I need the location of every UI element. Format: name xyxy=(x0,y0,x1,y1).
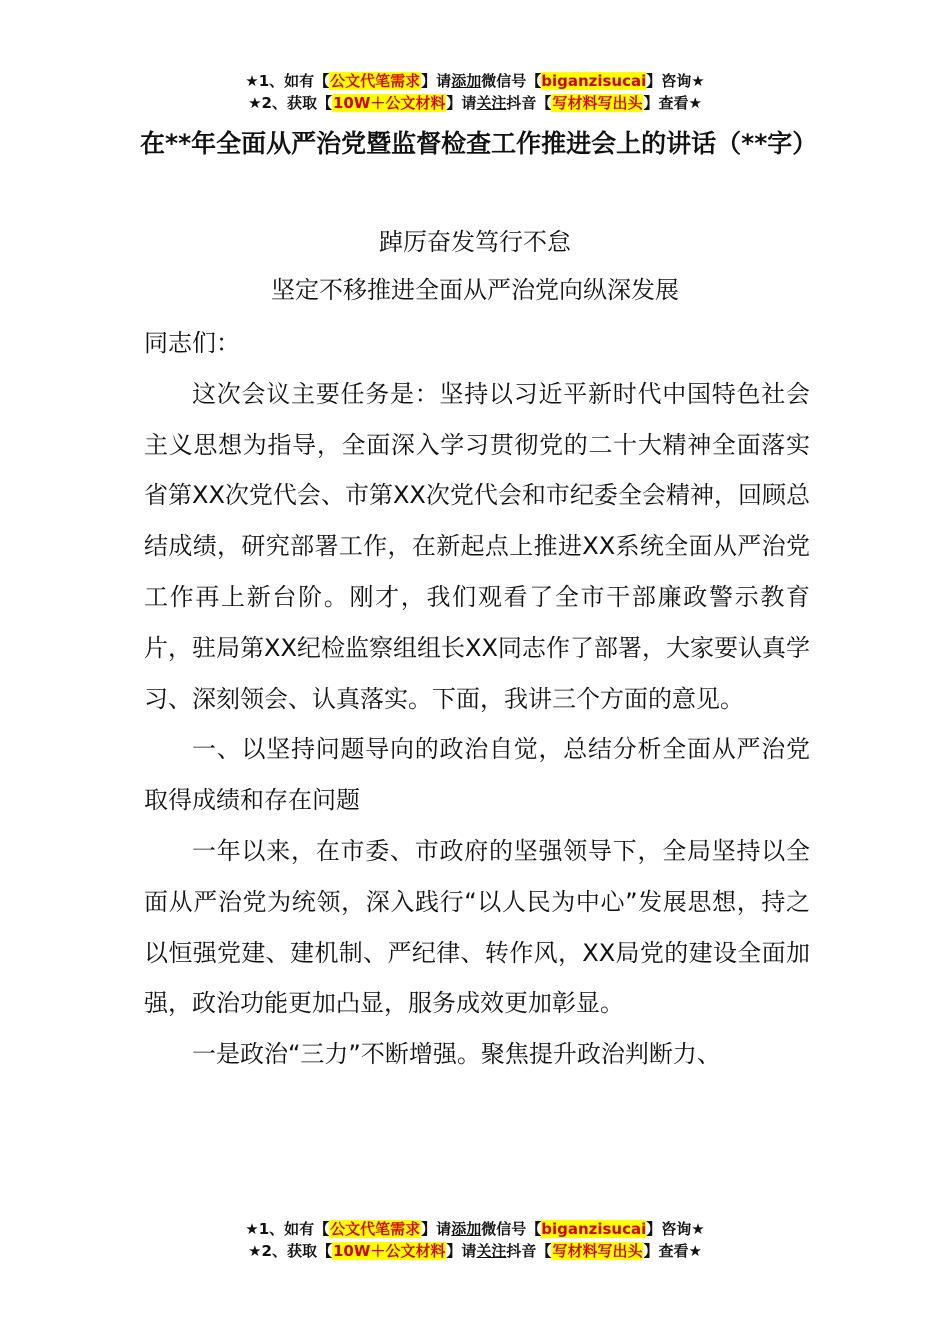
banner-underlined: 添加 xyxy=(451,72,482,90)
banner-line-2 xyxy=(0,1240,950,1262)
subtitle-1: 踔厉奋发笃行不怠 xyxy=(379,228,571,256)
banner-text: ★2、获取【 xyxy=(248,94,332,112)
banner-text: 】咨询★ xyxy=(646,72,705,90)
section-heading: 一、以坚持问题导向的政治自觉，总结分析全面从严治党取得成绩和存在问题 xyxy=(144,735,810,815)
subtitle-2: 坚定不移推进全面从严治党向纵深发展 xyxy=(271,276,679,304)
paragraph: 一年以来，在市委、市政府的坚强领导下，全局坚持以全面从严治党为统领，深入践行“以人民为中心”发展思想，持之以恒强党建、建机制、严纪律、转作风，XX局党的建设全面加强，政治功能更加凸显，服务成效更加彰显。 xyxy=(144,836,810,1018)
highlight-materials: 10W＋公文材料 xyxy=(332,1242,446,1260)
salutation: 同志们： xyxy=(144,329,240,357)
highlight-wechat-id: biganzisucai xyxy=(541,72,647,90)
banner-text: 】请 xyxy=(446,94,477,112)
banner-text: ★2、获取【 xyxy=(248,1242,332,1260)
banner-line-2 xyxy=(0,92,950,114)
highlight-douyin: 写材料写出头 xyxy=(552,1242,643,1260)
banner-text: 微信号【 xyxy=(481,1220,542,1238)
paragraph: 这次会议主要任务是：坚持以习近平新时代中国特色社会主义思想为指导，全面深入学习贯彻党的二十大精神全面落实省第XX次党代会、市第XX次党代会和市纪委全会精神，回顾总结成绩，研究部署工作，在新起点上推进XX系统全面从严治党工作再上新台阶。刚才，我们观看了全市干部廉政警示教育片，驻局第XX纪检监察组组长XX同志作了部署，大家要认真学习、深刻领会、认真落实。下面，我讲三个方面的意见。 xyxy=(144,379,810,713)
banner-text: 】查看★ xyxy=(643,1242,702,1260)
banner-text: 】请 xyxy=(421,1220,452,1238)
top-banner xyxy=(0,70,950,114)
highlight-service: 公文代笔需求 xyxy=(330,72,421,90)
page-title: 在**年全面从严治党暨监督检查工作推进会上的讲话（**字） xyxy=(140,129,818,158)
banner-text: 】请 xyxy=(421,72,452,90)
banner-text: 抖音【 xyxy=(506,1242,552,1260)
banner-text: ★1、如有【 xyxy=(245,72,330,90)
banner-underlined: 关注 xyxy=(476,94,507,112)
banner-text: 抖音【 xyxy=(506,94,552,112)
banner-text: 】咨询★ xyxy=(646,1220,705,1238)
document-body xyxy=(144,318,810,1080)
bottom-banner xyxy=(0,1218,950,1262)
highlight-douyin: 写材料写出头 xyxy=(552,94,643,112)
banner-underlined: 添加 xyxy=(451,1220,482,1238)
banner-text: 微信号【 xyxy=(481,72,542,90)
banner-text: ★1、如有【 xyxy=(245,1220,330,1238)
banner-line-1 xyxy=(0,70,950,92)
banner-line-1 xyxy=(0,1218,950,1240)
paragraph: 一是政治“三力”不断增强。聚焦提升政治判断力、 xyxy=(192,1040,721,1069)
banner-text: 】请 xyxy=(446,1242,477,1260)
banner-text: 】查看★ xyxy=(643,94,702,112)
highlight-materials: 10W＋公文材料 xyxy=(332,94,446,112)
highlight-service: 公文代笔需求 xyxy=(330,1220,421,1238)
highlight-wechat-id: biganzisucai xyxy=(541,1220,647,1238)
banner-underlined: 关注 xyxy=(476,1242,507,1260)
